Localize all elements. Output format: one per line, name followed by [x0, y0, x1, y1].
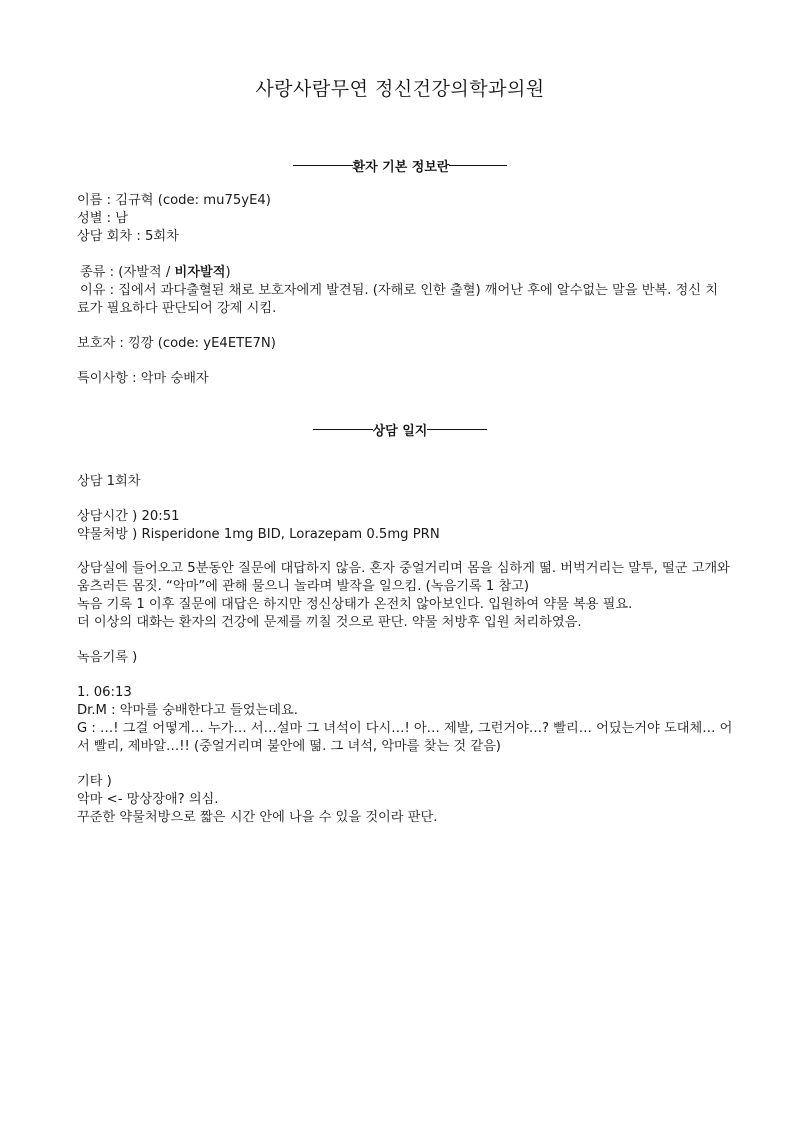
admission-type — [80, 263, 730, 283]
admission-reason-line-1: 이유 : 집에서 과다출혈된 채로 보호자에게 발견됨. (자해로 인한 출혈) 깨어난 후에 알수없는 말을 반복. 정신 치 — [80, 283, 718, 298]
session-notes-line-2: 움츠러든 몸짓. “악마”에 관해 물으니 놀라며 발작을 일으킴. (녹음기록 1 참고) — [77, 579, 530, 594]
session-time: 상담시간 ) 20:51 — [77, 509, 180, 524]
basic-info-heading — [0, 156, 800, 175]
recording-item: 1. 06:13 — [77, 685, 132, 700]
recording-patient-line-1: G : …! 그걸 어떻게… 누가… 서…설마 그 녀석이 다시…! 아… 제발, 그런거야…? 빨리… 어딨는거야 도대체… 어 — [77, 721, 733, 736]
session-title: 상담 1회차 — [77, 474, 141, 489]
admission-reason-line-2: 료가 필요하다 판단되어 강제 시킴. — [77, 301, 277, 316]
log-heading — [0, 420, 800, 439]
admission-type-suffix: ) — [225, 265, 231, 280]
heading-rule-left — [313, 429, 373, 430]
etc-line-1: 악마 <- 망상장애? 의심. — [77, 792, 219, 807]
prescription: 약물처방 ) Risperidone 1mg BID, Lorazepam 0.5mg PRN — [77, 527, 440, 542]
heading-rule-right — [427, 429, 487, 430]
recording-patient-line-2: 서 빨리, 제바알…!! (중얼거리며 불안에 떪. 그 녀석, 악마를 찾는 것 같음) — [77, 739, 501, 754]
special-notes: 특이사항 : 악마 숭배자 — [77, 371, 209, 386]
recording-doctor-line: Dr.M : 악마를 숭배한다고 들었는데요. — [77, 703, 298, 718]
session-notes-line-4: 더 이상의 대화는 환자의 건강에 문제를 끼칠 것으로 판단. 약물 처방후 입원 처리하였음. — [77, 615, 582, 630]
admission-type-selected: 비자발적 — [174, 265, 226, 280]
session-count: 상담 회차 : 5회차 — [77, 229, 179, 244]
log-heading-text: 상담 일지 — [372, 424, 428, 439]
etc-heading: 기타 ) — [77, 774, 112, 789]
clinic-title: 사랑사람무연 정신건강의학과의원 — [255, 78, 545, 100]
basic-info-heading-text: 환자 기본 정보란 — [352, 160, 450, 175]
session-notes-line-3: 녹음 기록 1 이후 질문에 대답은 하지만 정신상태가 온전치 않아보인다. 입원하여 약물 복용 필요. — [77, 597, 633, 612]
admission-type-prefix: 종류 : (자발적 / — [80, 265, 175, 280]
etc-line-2: 꾸준한 약물처방으로 짧은 시간 안에 나을 수 있을 것이라 판단. — [77, 810, 438, 825]
guardian: 보호자 : 낑깡 (code: yE4ETE7N) — [77, 336, 276, 351]
heading-rule-right — [449, 165, 507, 166]
patient-name: 이름 : 김규혁 (code: mu75yE4) — [77, 193, 271, 208]
patient-gender: 성별 : 남 — [77, 211, 129, 226]
session-notes-line-1: 상담실에 들어오고 5분동안 질문에 대답하지 않음. 혼자 중얼거리며 몸을 심하게 떪. 버벅거리는 말투, 떨군 고개와 — [77, 561, 730, 576]
heading-rule-left — [293, 165, 353, 166]
recording-heading: 녹음기록 ) — [77, 650, 138, 665]
